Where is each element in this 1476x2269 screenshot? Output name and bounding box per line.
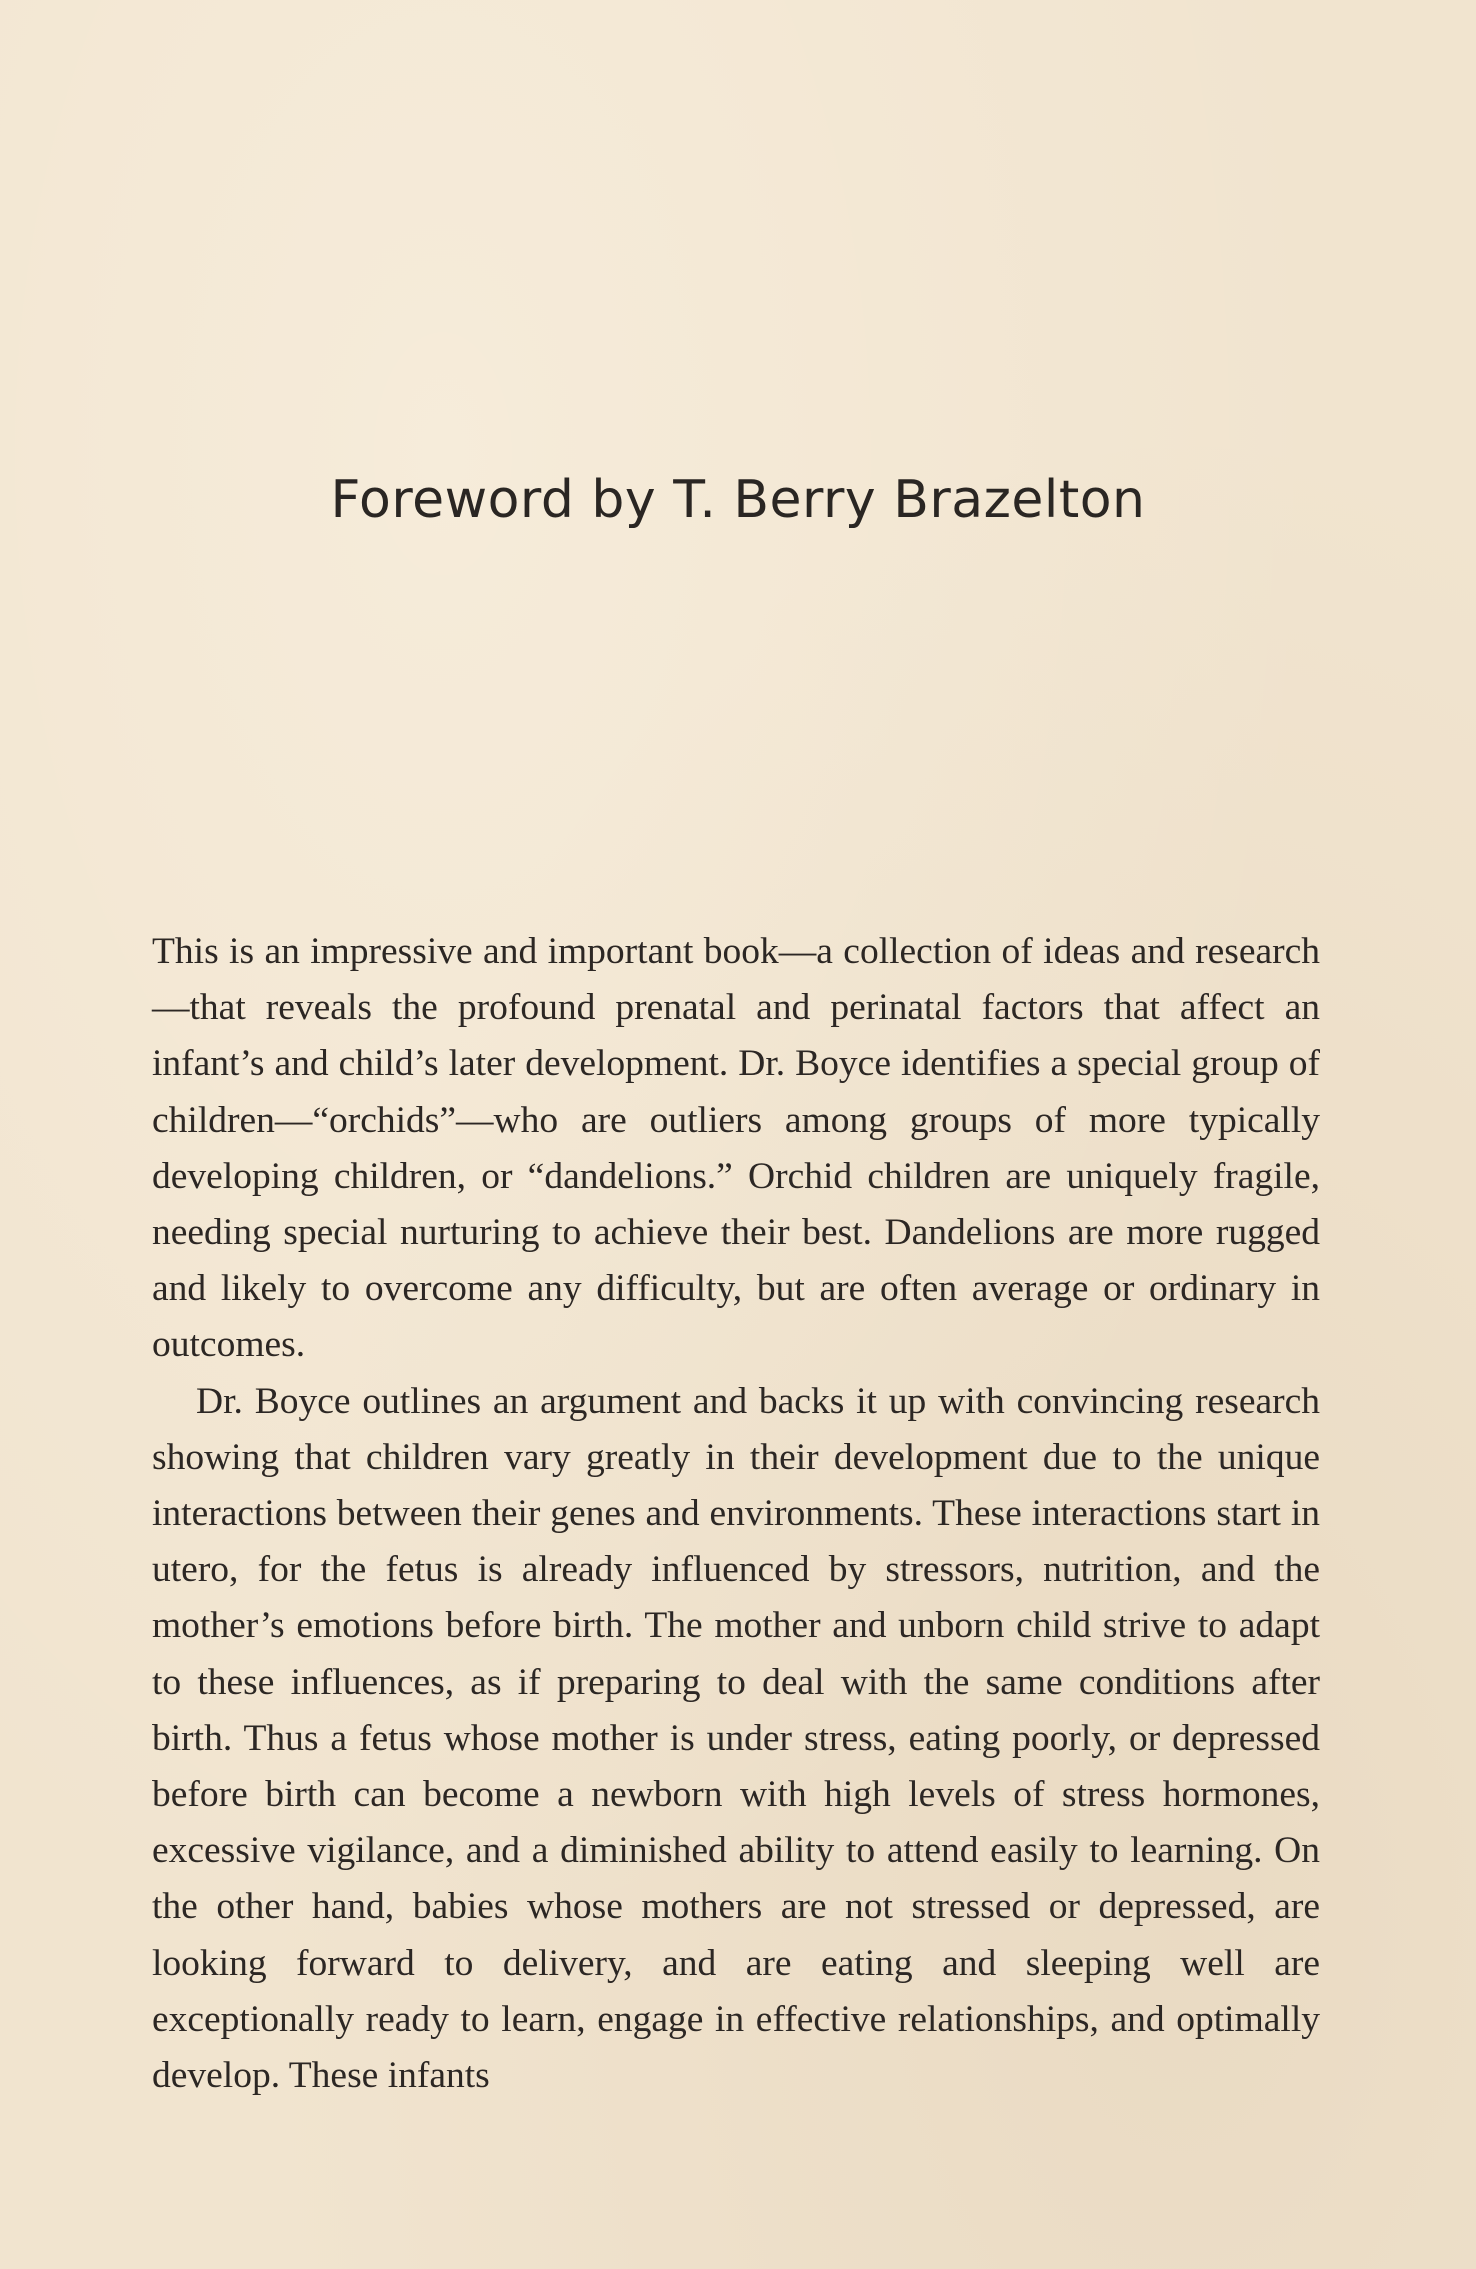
page-title: Foreword by T. Berry Brazelton [330,470,1146,530]
paragraph-1: This is an impressive and important book—a collection of ideas and research—that reveals the profound prenatal and perinatal factors that affect an infant’s and child’s later development. Dr. Boyce identifies a special group of children—“orchids”—who are outliers among groups of more typically developing children, or “dandelions.” Orchid children are uniquely fragile, needing special nurturing to achieve their best. Dandelions are more rugged and likely to overcome any difficulty, but are often average or ordinary in outcomes. [152,931,1320,1366]
show-through-texture [150,150,1320,206]
paragraph-2: Dr. Boyce outlines an argument and backs it up with convincing research showing that children vary greatly in their development due to the unique interactions between their genes and environments. These interactions start in utero, for the fetus is already influenced by stressors, nutrition, and the mother’s emotions before birth. The mother and unborn child strive to adapt to these influences, as if preparing to deal with the same conditions after birth. Thus a fetus whose mother is under stress, eating poorly, or depressed before birth can become a newborn with high levels of stress hormones, excessive vigilance, and a diminished ability to attend easily to learning. On the other hand, babies whose mothers are not stressed or depressed, are looking forward to delivery, and are eating and sleeping well are exceptionally ready to learn, engage in effective relationships, and optimally develop. These infants [152,1380,1320,2097]
foreword-body [152,924,1320,2104]
